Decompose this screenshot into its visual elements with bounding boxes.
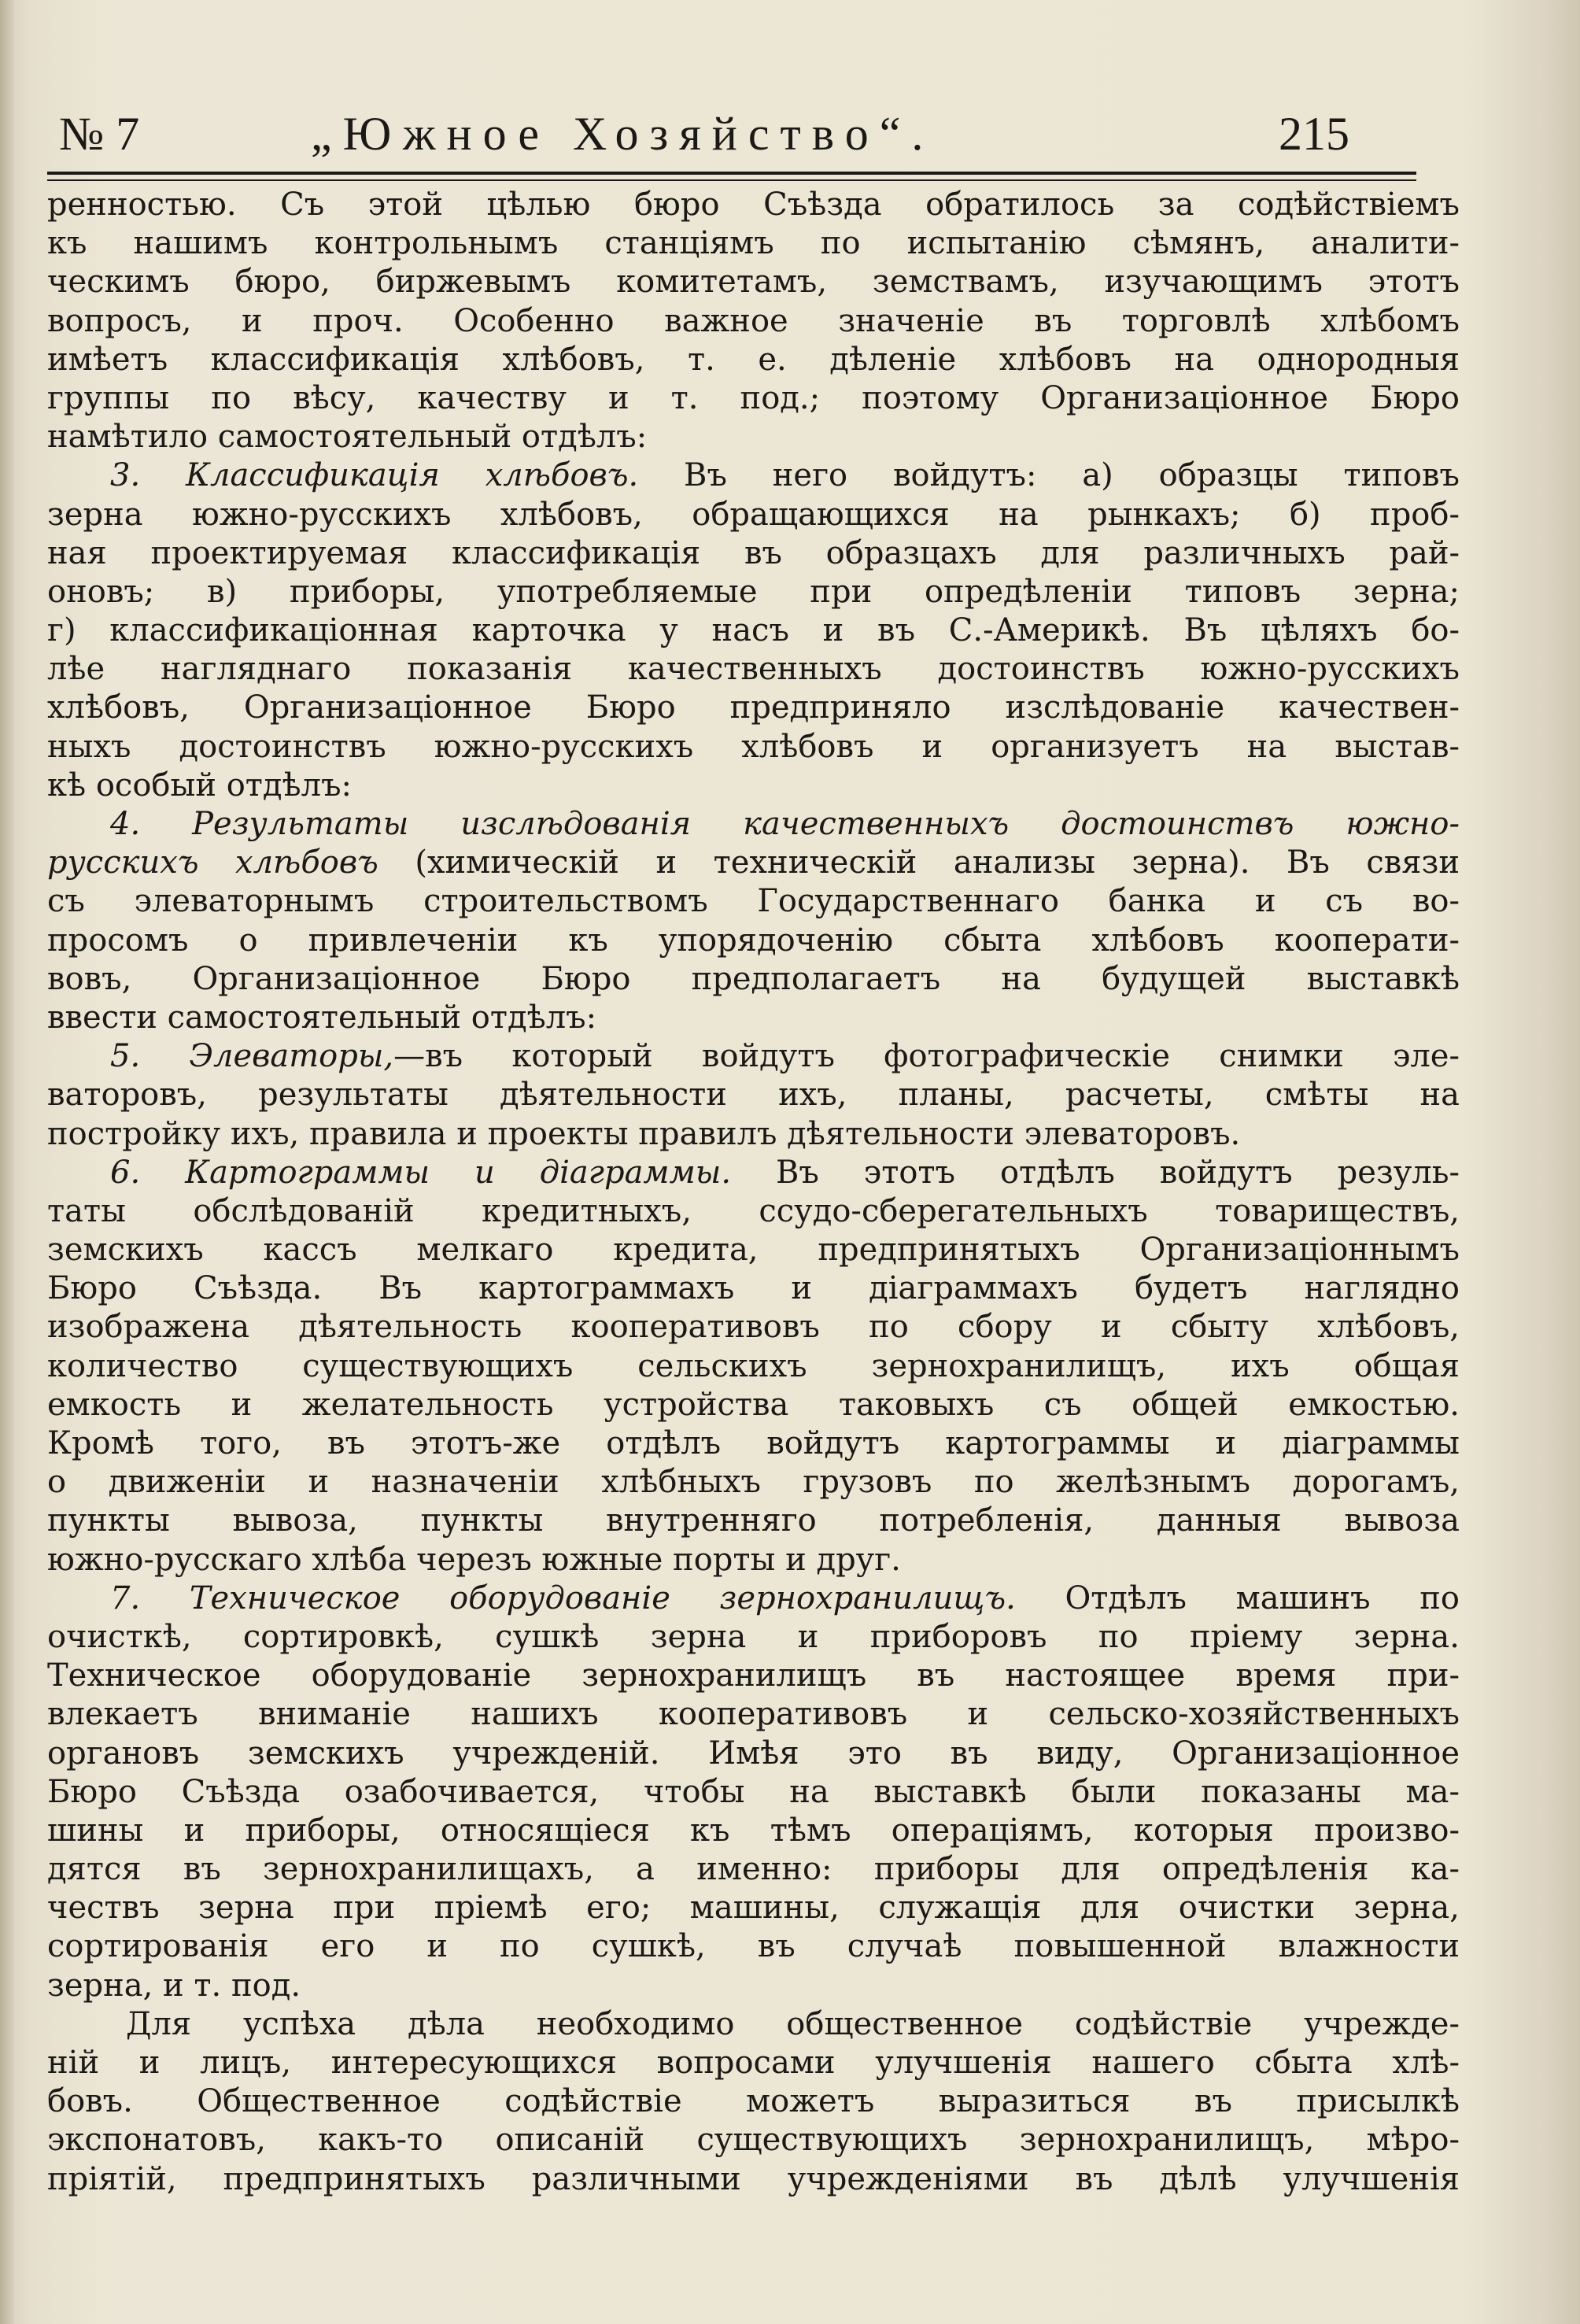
line-text: къ нашимъ контрольнымъ станціямъ по испытанію сѣмянъ, аналити- — [47, 225, 1460, 262]
text-line — [47, 418, 1460, 456]
line-text: шины и приборы, относящіеся къ тѣмъ операціямъ, которыя произво- — [47, 1812, 1460, 1849]
header-rule-thin — [47, 179, 1416, 181]
text-line — [47, 2160, 1460, 2199]
line-text: земскихъ кассъ мелкаго кредита, предпринятыхъ Организаціоннымъ — [47, 1232, 1460, 1269]
text-line — [47, 573, 1460, 611]
section-heading-italic: 3. Классификація хлѣбовъ. — [110, 457, 639, 494]
section-heading-italic: 4. Результаты изслѣдованія качественныхъ достоинствъ южно- — [110, 806, 1460, 842]
text-line — [47, 379, 1460, 418]
line-text: хлѣбовъ, Организаціонное Бюро предприняло изслѣдованіе качествен- — [47, 689, 1460, 726]
line-text: ваторовъ, результаты дѣятельности ихъ, планы, расчеты, смѣты на — [47, 1077, 1460, 1114]
text-line — [47, 1695, 1460, 1734]
text-line — [47, 2005, 1460, 2044]
text-line — [47, 767, 1460, 805]
line-text: г) классификаціонная карточка у насъ и въ С.-Америкѣ. Въ цѣляхъ бо- — [47, 612, 1460, 649]
line-text: оновъ; в) приборы, употребляемые при опредѣленіи типовъ зерна; — [47, 573, 1460, 610]
header-rule-thick — [47, 172, 1416, 175]
text-line — [47, 1580, 1460, 1618]
journal-title: „Южное Хозяйство“. — [311, 108, 935, 160]
line-text: зерна, и т. под. — [47, 1967, 301, 2004]
section-heading-italic: 5. Элеваторы, — [110, 1038, 394, 1075]
text-line — [47, 1773, 1460, 1812]
text-line — [47, 1076, 1460, 1114]
line-text: (химическій и техническій анализы зерна). Въ связи — [378, 844, 1460, 881]
section-heading-italic: 7. Техническое оборудованіе зернохранилищъ. — [110, 1580, 1016, 1616]
text-line — [47, 1037, 1460, 1076]
text-line — [47, 2082, 1460, 2121]
text-line — [47, 341, 1460, 379]
text-line — [47, 1154, 1460, 1192]
text-line — [47, 224, 1460, 263]
line-text: вовъ, Организаціонное Бюро предполагаетъ на будущей выставкѣ — [47, 960, 1460, 997]
line-text: экспонатовъ, какъ-то описаній существующихъ зернохранилищъ, мѣро- — [47, 2122, 1460, 2159]
text-line — [47, 2044, 1460, 2082]
text-line — [47, 650, 1460, 689]
line-text: ній и лицъ, интересующихся вопросами улучшенія нашего сбыта хлѣ- — [47, 2045, 1460, 2081]
line-text: вопросъ, и проч. Особенно важное значеніе въ торговлѣ хлѣбомъ — [47, 302, 1460, 339]
line-text: Въ него войдутъ: а) образцы типовъ — [638, 457, 1460, 494]
line-text: чествъ зерна при пріемѣ его; машины, служащія для очистки зерна, — [47, 1890, 1460, 1927]
line-text: съ элеваторнымъ строительствомъ Государственнаго банка и съ во- — [47, 883, 1460, 920]
text-line — [47, 534, 1460, 573]
line-text: Отдѣлъ машинъ по — [1015, 1580, 1460, 1616]
line-text: ренностью. Съ этой цѣлью бюро Съѣзда обратилось за содѣйствіемъ — [47, 187, 1460, 223]
article-body — [47, 186, 1460, 2199]
line-text: ная проектируемая классификація въ образцахъ для различныхъ рай- — [47, 534, 1460, 571]
line-text: таты обслѣдованій кредитныхъ, ссудо-сберегательныхъ товариществъ, — [47, 1192, 1460, 1229]
section-heading-italic: русскихъ хлѣбовъ — [47, 844, 378, 881]
line-text: Кромѣ того, въ этотъ-же отдѣлъ войдутъ картограммы и діаграммы — [47, 1425, 1460, 1461]
text-line — [47, 1231, 1460, 1269]
line-text: группы по вѣсу, качеству и т. под.; поэтому Организаціонное Бюро — [47, 379, 1460, 416]
text-line — [47, 844, 1460, 882]
text-line — [47, 1657, 1460, 1695]
line-text: южно-русскаго хлѣба черезъ южные порты и друг. — [47, 1541, 901, 1578]
section-heading-italic: 6. Картограммы и діаграммы. — [110, 1154, 732, 1191]
text-line — [47, 689, 1460, 727]
line-text: о движеніи и назначеніи хлѣбныхъ грузовъ по желѣзнымъ дорогамъ, — [47, 1464, 1460, 1501]
line-text: очисткѣ, сортировкѣ, сушкѣ зерна и приборовъ по пріему зерна. — [47, 1618, 1460, 1655]
text-line — [47, 2121, 1460, 2160]
text-line — [47, 1889, 1460, 1927]
text-line — [47, 1618, 1460, 1657]
line-text: дятся въ зернохранилищахъ, а именно: приборы для опредѣленія ка- — [47, 1851, 1460, 1888]
text-line — [47, 805, 1460, 844]
line-text: пріятій, предпринятыхъ различными учрежденіями въ дѣлѣ улучшенія — [47, 2160, 1460, 2197]
text-line — [47, 1927, 1460, 1966]
line-text: ныхъ достоинствъ южно-русскихъ хлѣбовъ и организуетъ на выстав- — [47, 728, 1460, 765]
line-text: ческимъ бюро, биржевымъ комитетамъ, земствамъ, изучающимъ этотъ — [47, 264, 1460, 301]
page-binding-shadow — [0, 0, 14, 2324]
line-text: просомъ о привлеченіи къ упорядоченію сбыта хлѣбовъ кооперати- — [47, 922, 1460, 959]
text-line — [47, 1502, 1460, 1540]
line-text: количество существующихъ сельскихъ зернохранилищъ, ихъ общая — [47, 1347, 1460, 1384]
text-line — [47, 186, 1460, 224]
text-line — [47, 1269, 1460, 1308]
text-line — [47, 882, 1460, 921]
text-line — [47, 302, 1460, 341]
line-text: Бюро Съѣзда озабочивается, чтобы на выставкѣ были показаны ма- — [47, 1773, 1460, 1810]
line-text: влекаетъ вниманіе нашихъ кооперативовъ и сельско-хозяйственныхъ — [47, 1696, 1460, 1733]
text-line — [47, 1812, 1460, 1850]
line-text: постройку ихъ, правила и проекты правилъ дѣятельности элеваторовъ. — [47, 1115, 1241, 1152]
text-line — [47, 999, 1460, 1037]
text-line — [47, 263, 1460, 301]
line-text: Для успѣха дѣла необходимо общественное содѣйствіе учрежде- — [126, 2005, 1460, 2042]
text-line — [47, 1192, 1460, 1231]
line-text: —въ который войдутъ фотографическіе снимки эле- — [393, 1038, 1460, 1075]
issue-number: № 7 — [59, 108, 140, 160]
text-line — [47, 1850, 1460, 1889]
text-line — [47, 1967, 1460, 2005]
text-line — [47, 1386, 1460, 1424]
running-header — [59, 102, 1349, 165]
text-line — [47, 456, 1460, 495]
text-line — [47, 1424, 1460, 1463]
line-text: пункты вывоза, пункты внутренняго потребленія, данныя вывоза — [47, 1502, 1460, 1539]
line-text: намѣтило самостоятельный отдѣлъ: — [47, 419, 648, 456]
line-text: бовъ. Общественное содѣйствіе можетъ выразиться въ присылкѣ — [47, 2083, 1460, 2120]
text-line — [47, 1308, 1460, 1347]
text-line — [47, 611, 1460, 650]
text-line — [47, 1347, 1460, 1386]
line-text: емкость и желательность устройства таковыхъ съ общей емкостью. — [47, 1386, 1460, 1423]
page-number: 215 — [1279, 108, 1349, 160]
line-text: Въ этотъ отдѣлъ войдутъ резуль- — [731, 1154, 1460, 1191]
line-text: имѣетъ классификація хлѣбовъ, т. е. дѣленіе хлѣбовъ на однородныя — [47, 341, 1460, 378]
line-text: зерна южно-русскихъ хлѣбовъ, обращающихся на рынкахъ; б) проб- — [47, 496, 1460, 533]
text-line — [47, 1115, 1460, 1154]
text-line — [47, 922, 1460, 960]
text-line — [47, 1463, 1460, 1502]
line-text: Бюро Съѣзда. Въ картограммахъ и діаграммахъ будетъ наглядно — [47, 1270, 1460, 1307]
line-text: сортированія его и по сушкѣ, въ случаѣ повышенной влажности — [47, 1928, 1460, 1965]
text-line — [47, 728, 1460, 767]
line-text: органовъ земскихъ учрежденій. Имѣя это въ виду, Организаціонное — [47, 1735, 1460, 1772]
text-line — [47, 1541, 1460, 1580]
text-line — [47, 960, 1460, 999]
text-line — [47, 496, 1460, 534]
text-line — [47, 1735, 1460, 1773]
line-text: лѣе нагляднаго показанія качественныхъ достоинствъ южно-русскихъ — [47, 651, 1460, 688]
line-text: кѣ особый отдѣлъ: — [47, 767, 352, 804]
line-text: Техническое оборудованіе зернохранилищъ въ настоящее время при- — [47, 1657, 1460, 1694]
line-text: ввести самостоятельный отдѣлъ: — [47, 999, 597, 1036]
line-text: изображена дѣятельность кооперативовъ по сбору и сбыту хлѣбовъ, — [47, 1309, 1460, 1346]
